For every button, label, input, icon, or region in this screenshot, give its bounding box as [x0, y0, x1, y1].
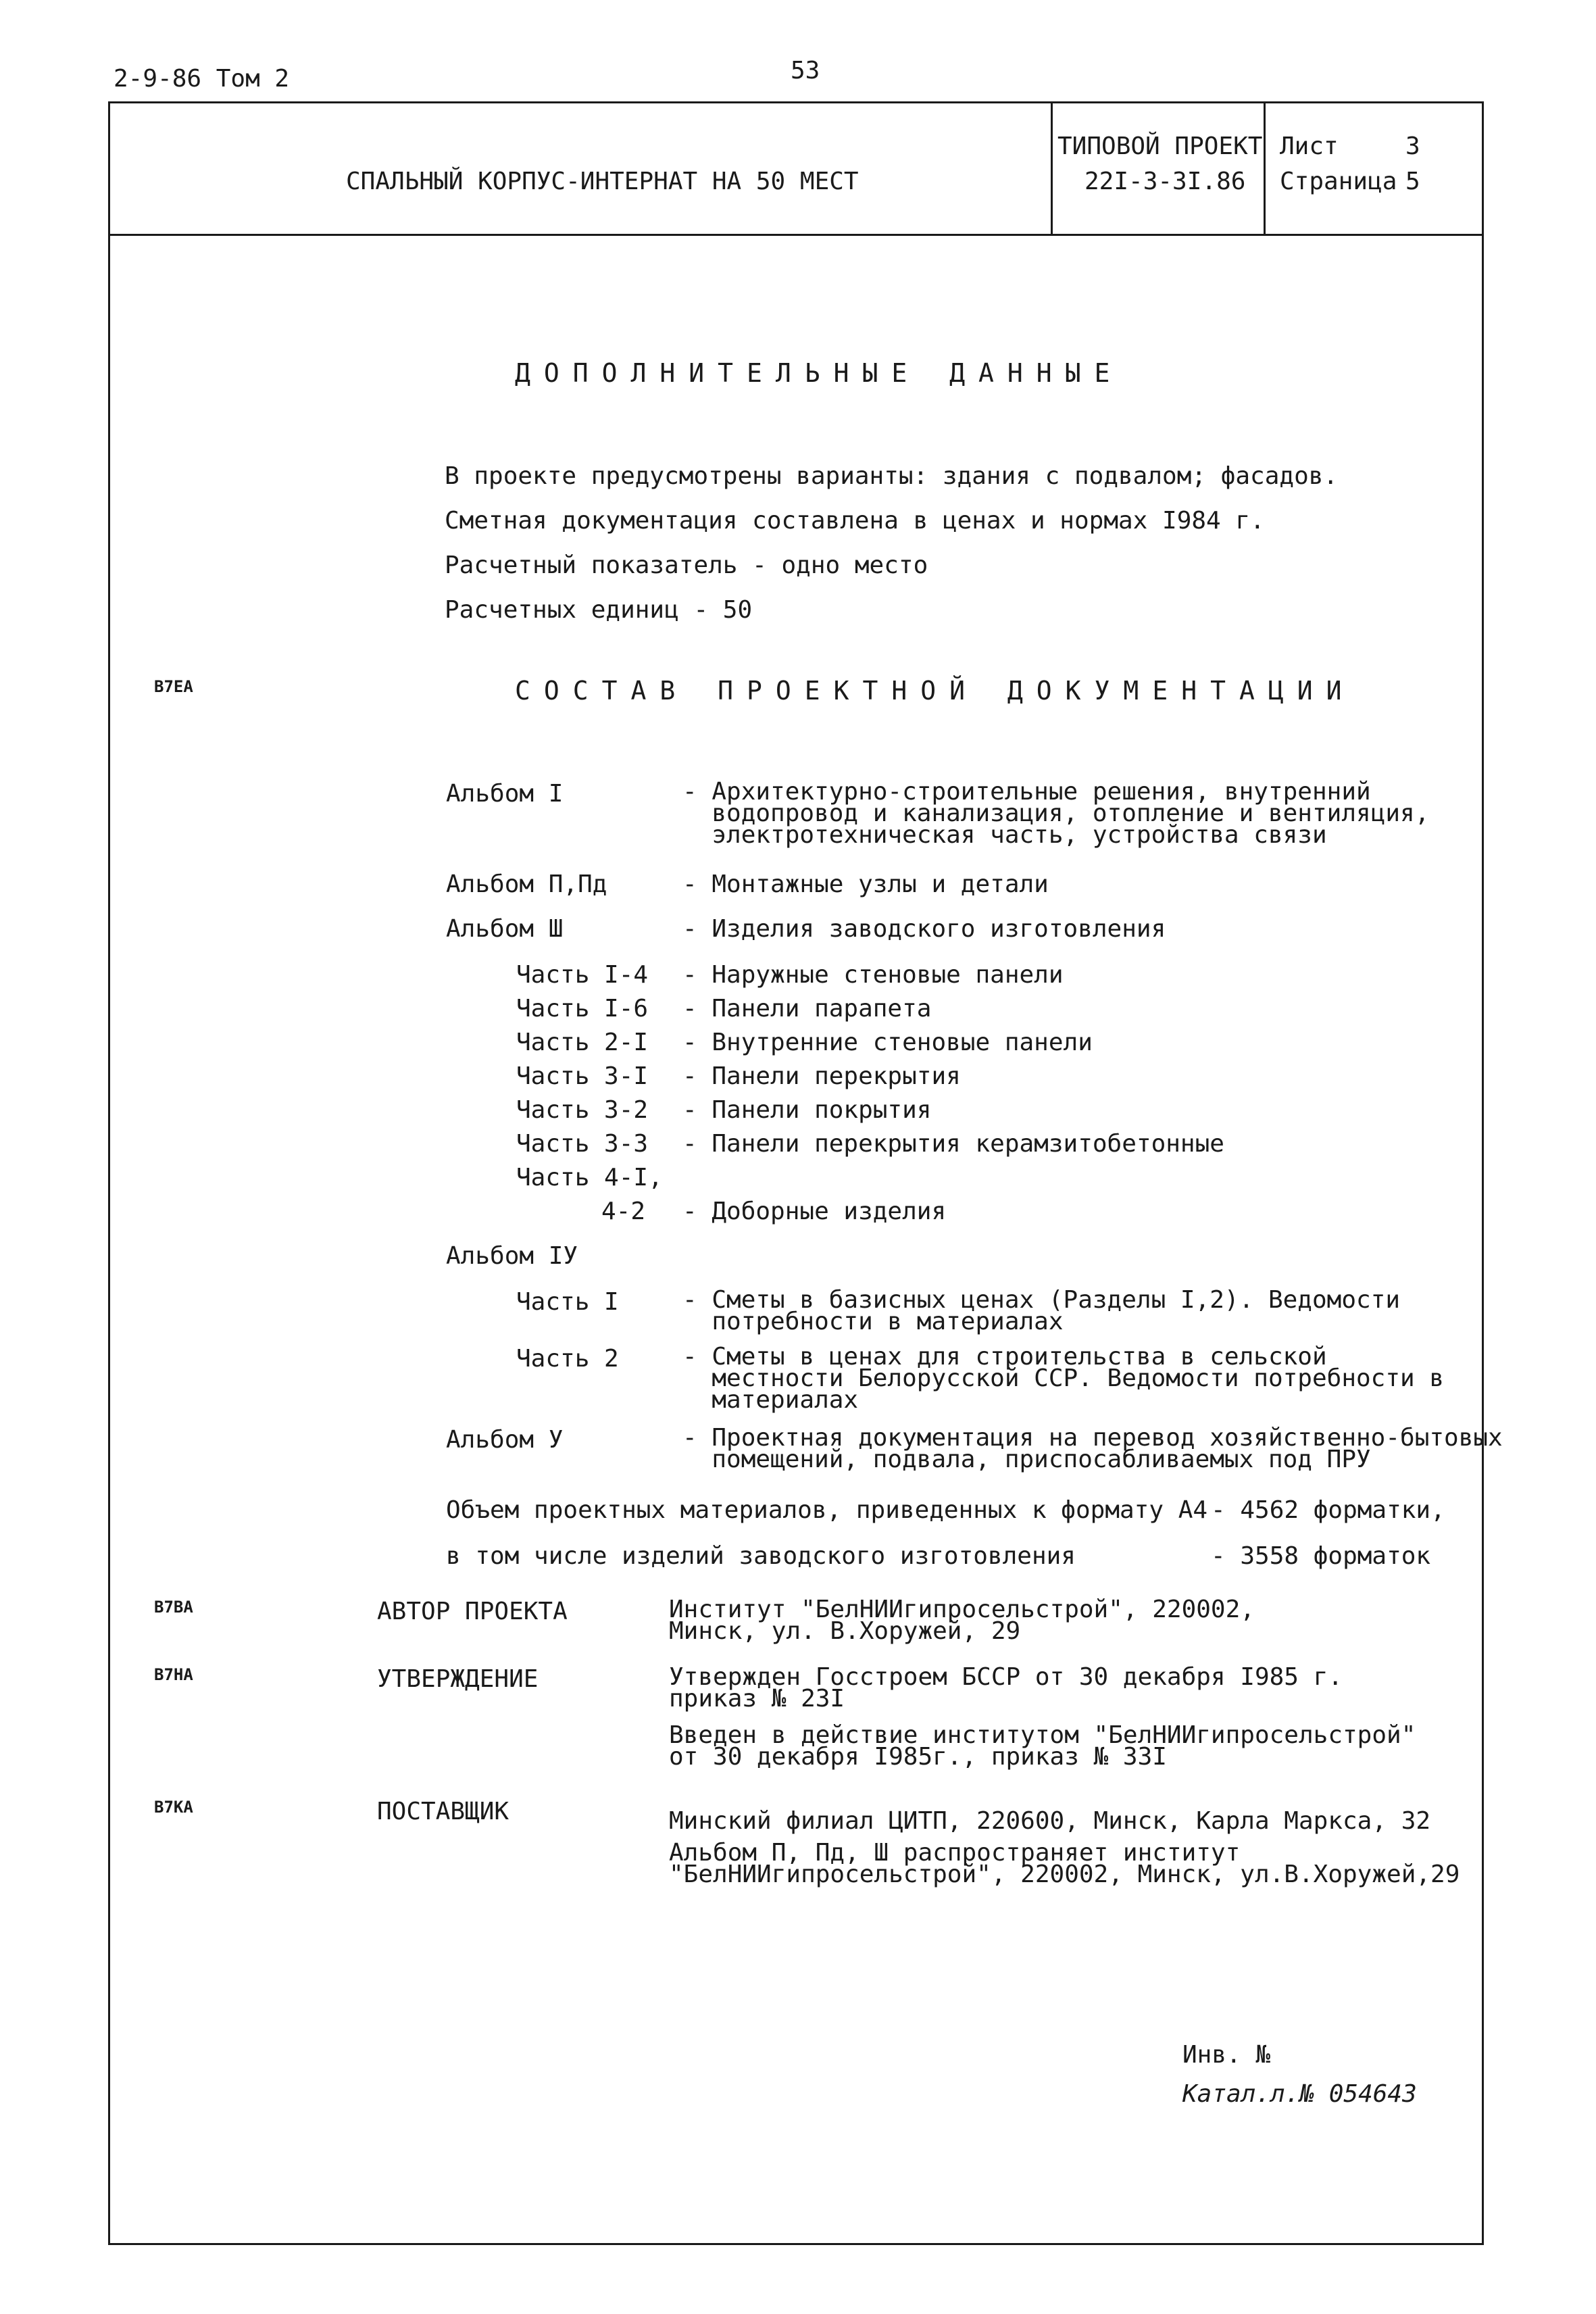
part-description: - Панели перекрытия [682, 1062, 961, 1090]
additional-line-4: Расчетных единиц - 50 [445, 596, 753, 624]
inventory-number: Инв. № [1182, 2041, 1271, 2069]
document-frame [108, 101, 1484, 2245]
album-5-label: Альбом У [446, 1426, 564, 1454]
stamp-column-divider-1 [1051, 101, 1053, 235]
album-4-part-1-label: Часть I [516, 1288, 619, 1316]
supplier-code: В7КА [154, 1798, 193, 1817]
stamp-project-label: ТИПОВОЙ ПРОЕКТ [1057, 132, 1263, 160]
part-label: Часть I-4 [516, 961, 649, 989]
part-description: - Наружные стеновые панели [682, 961, 1064, 989]
additional-data-heading: ДОПОЛНИТЕЛЬНЫЕ ДАННЫЕ [515, 358, 1124, 388]
part-description: - Внутренние стеновые панели [682, 1029, 1093, 1056]
volume-value-1: - 4562 форматки, [1211, 1496, 1445, 1524]
album-1-label: Альбом I [446, 780, 564, 808]
part-description: - Панели перекрытия керамзитобетонные [682, 1130, 1224, 1158]
author-text: Институт "БелНИИгипросельстрой", 220002, Минск, ул. В.Хоружей, 29 [669, 1596, 1255, 1645]
author-label: АВТОР ПРОЕКТА [377, 1598, 568, 1625]
composition-code: В7ЕА [154, 677, 193, 696]
additional-line-2: Сметная документация составлена в ценах и нормах I984 г. [445, 507, 1265, 535]
part-4-label: Часть 4-I, [516, 1164, 663, 1191]
part-label: Часть I-6 [516, 995, 649, 1023]
composition-heading: СОСТАВ ПРОЕКТНОЙ ДОКУМЕНТАЦИИ [515, 676, 1355, 706]
additional-line-3: Расчетный показатель - одно место [445, 551, 928, 579]
album-2-description: - Монтажные узлы и детали [682, 870, 1049, 898]
album-4-label: Альбом IУ [446, 1242, 578, 1270]
album-3-label: Альбом Ш [446, 915, 564, 943]
volume-value-2: - 3558 форматок [1211, 1542, 1431, 1570]
part-label: Часть 3-I [516, 1062, 649, 1090]
stamp-divider [108, 234, 1484, 236]
album-1-description: - Архитектурно-строительные решения, внутренний водопровод и канализация, отопление и вентиляция, электротехническая часть, устройства связи [682, 778, 1430, 849]
album-3-description: - Изделия заводского изготовления [682, 915, 1166, 943]
supplier-label: ПОСТАВЩИК [377, 1798, 509, 1825]
part-4-description: - Доборные изделия [682, 1198, 947, 1225]
stamp-page-value: 5 [1405, 168, 1420, 195]
stamp-sheet-value: 3 [1405, 132, 1420, 160]
volume-line-1: Объем проектных материалов, приведенных к формату А4 [446, 1496, 1208, 1524]
album-5-description: - Проектная документация на перевод хозяйственно-бытовых помещений, подвала, приспосабливаемых под ПРУ [682, 1424, 1503, 1473]
stamp-page-label: Страница [1280, 168, 1397, 195]
page-number: 53 [791, 57, 820, 84]
approval-text: Утвержден Госстроем БССР от 30 декабря I985 г. приказ № 23I [669, 1663, 1343, 1713]
approval-label: УТВЕРЖДЕНИЕ [377, 1665, 539, 1693]
stamp-sheet-label: Лист [1280, 132, 1339, 160]
supplier-text: Минский филиал ЦИТП, 220600, Минск, Карла Маркса, 32 [669, 1807, 1431, 1835]
album-2-label: Альбом П,Пд [446, 870, 607, 898]
approval-enactment-text: Введен в действие институтом "БелНИИгипросельстрой" от 30 декабря I985г., приказ № 33I [669, 1721, 1416, 1771]
volume-line-2: в том числе изделий заводского изготовления [446, 1542, 1076, 1570]
part-4-label-continued: 4-2 [601, 1198, 646, 1225]
author-code: В7ВА [154, 1598, 193, 1617]
stamp-title: СПАЛЬНЫЙ КОРПУС-ИНТЕРНАТ НА 50 МЕСТ [346, 168, 859, 195]
part-label: Часть 3-2 [516, 1096, 649, 1124]
supplier-distribution-text: Альбом П, Пд, Ш распространяет институт "БелНИИгипросельстрой", 220002, Минск, ул.В.Хоружей,29 [669, 1839, 1460, 1888]
part-label: Часть 2-I [516, 1029, 649, 1056]
stamp-column-divider-2 [1264, 101, 1266, 235]
album-4-part-2-label: Часть 2 [516, 1345, 619, 1373]
part-description: - Панели покрытия [682, 1096, 932, 1124]
approval-code: В7НА [154, 1665, 193, 1684]
catalog-number: Катал.л.№ 054643 [1182, 2080, 1417, 2108]
additional-line-1: В проекте предусмотрены варианты: здания с подвалом; фасадов. [445, 462, 1339, 490]
part-description: - Панели парапета [682, 995, 932, 1023]
album-4-part-1-description: - Сметы в базисных ценах (Разделы I,2). Ведомости потребности в материалах [682, 1286, 1401, 1335]
album-4-part-2-description: - Сметы в ценах для строительства в сельской местности Белорусской ССР. Ведомости потребности в материалах [682, 1343, 1445, 1414]
document-reference: 2-9-86 Том 2 [114, 65, 290, 93]
stamp-project-code: 22I-3-3I.86 [1084, 168, 1246, 195]
part-label: Часть 3-3 [516, 1130, 649, 1158]
